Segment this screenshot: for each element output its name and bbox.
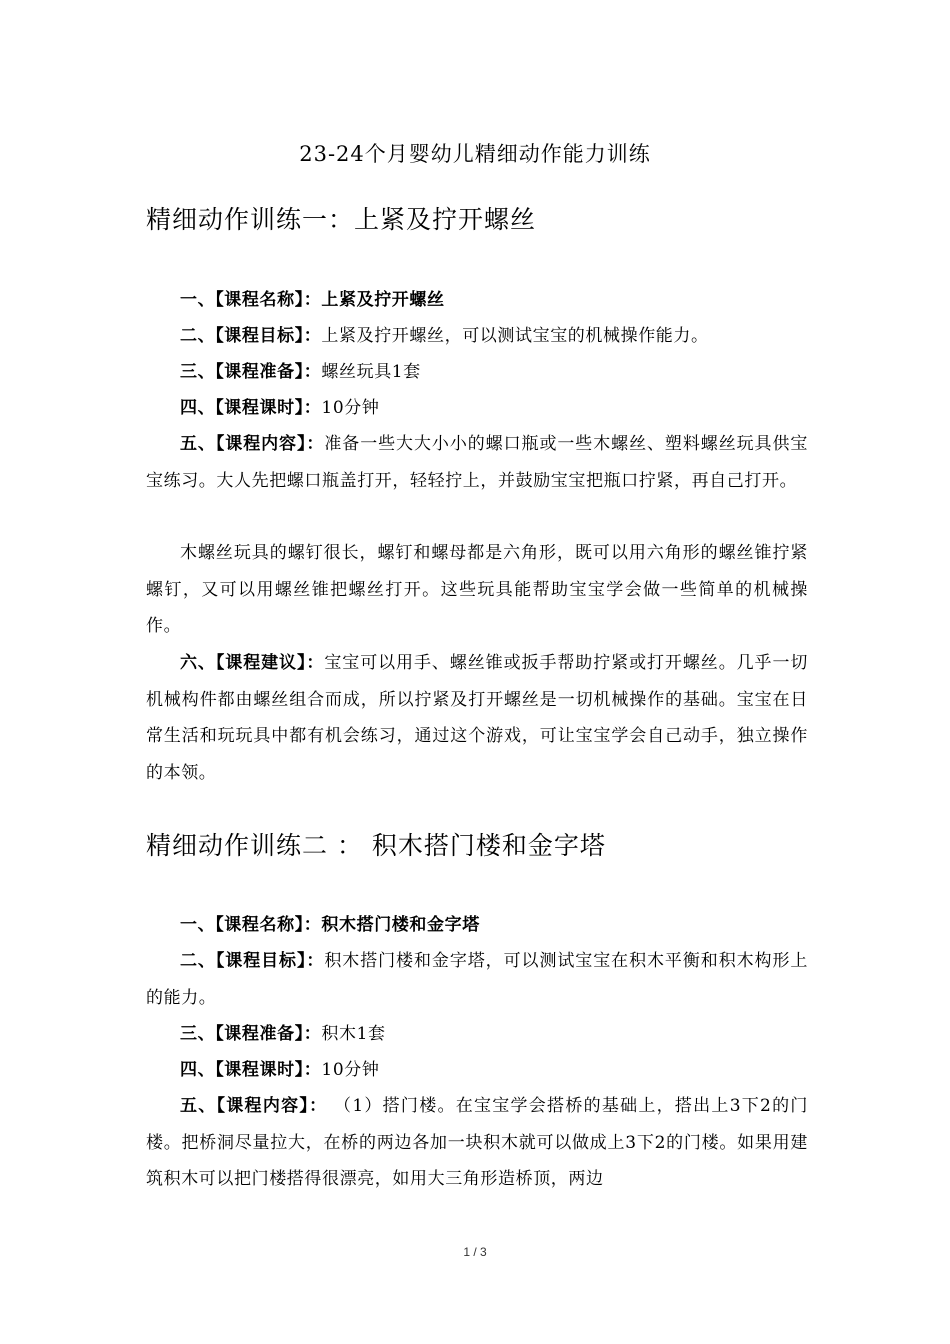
item-text: （1）搭门楼。在宝宝学会搭桥的基础上，搭出上3下2的门楼。把桥洞尽量拉大，在桥的两边各加一块积木就可以做成上3下2的门楼。如果用建筑积木可以把门楼搭得很漂亮，如用大三角形造桥顶，两边 [146,1096,808,1189]
item-text: 10分钟 [321,398,380,418]
item-text: 木螺丝玩具的螺钉很长，螺钉和螺母都是六角形，既可以用六角形的螺丝锥拧紧螺钉，又可以用螺丝锥把螺丝打开。这些玩具能帮助宝宝学会做一些简单的机械操作。 [146,543,808,636]
item-text: 上紧及拧开螺丝 [321,290,445,310]
course-name-item [146,907,808,944]
item-label: 一、【课程名称】： [180,290,322,310]
item-text: 积木搭门楼和金字塔，可以测试宝宝在积木平衡和积木构形上的能力。 [146,951,809,1008]
item-text: 宝宝可以用手、螺丝锥或扳手帮助拧紧或打开螺丝。几乎一切机械构件都由螺丝组合而成，所以拧紧及打开螺丝是一切机械操作的基础。宝宝在日常生活和玩玩具中都有机会练习，通过这个游戏，可让宝宝学会自己动手，独立操作的本领。 [146,653,809,783]
course-content-paragraph [146,535,808,645]
item-label: 二、【课程目标】： [180,951,325,971]
item-label: 四、【课程课时】： [180,1060,322,1080]
course-duration-item [146,390,808,427]
course-content-item [146,1088,808,1198]
item-label: 六、【课程建议】： [180,653,325,673]
course-goal-item [146,318,808,355]
item-text: 上紧及拧开螺丝，可以测试宝宝的机械操作能力。 [321,326,709,346]
item-label: 一、【课程名称】： [180,915,322,935]
course-goal-item [146,943,808,1016]
item-label: 四、【课程课时】： [180,398,322,418]
item-text: 积木1套 [321,1024,386,1044]
page-number: 1 / 3 [463,1245,487,1259]
course-name-item [146,282,808,319]
section-heading-1: 精细动作训练一：上紧及拧开螺丝 [146,205,537,234]
course-duration-item [146,1052,808,1089]
item-label: 五、【课程内容】： [180,1096,328,1116]
course-preparation-item [146,354,808,391]
course-suggestion-item [146,645,808,791]
item-label: 三、【课程准备】： [180,362,322,382]
section-heading-2: 精细动作训练二 ： 积木搭门楼和金字塔 [146,831,606,860]
document-title: 23-24个月婴幼儿精细动作能力训练 [299,142,651,166]
course-content-item [146,426,808,499]
item-label: 三、【课程准备】： [180,1024,322,1044]
item-label: 二、【课程目标】： [180,326,322,346]
item-label: 五、【课程内容】： [180,434,325,454]
course-preparation-item [146,1016,808,1053]
item-text: 准备一些大大小小的螺口瓶或一些木螺丝、塑料螺丝玩具供宝宝练习。大人先把螺口瓶盖打开，轻轻拧上，并鼓励宝宝把瓶口拧紧，再自己打开。 [146,434,809,491]
item-text: 螺丝玩具1套 [321,362,421,382]
item-text: 积木搭门楼和金字塔 [321,915,480,935]
item-text: 10分钟 [321,1060,380,1080]
